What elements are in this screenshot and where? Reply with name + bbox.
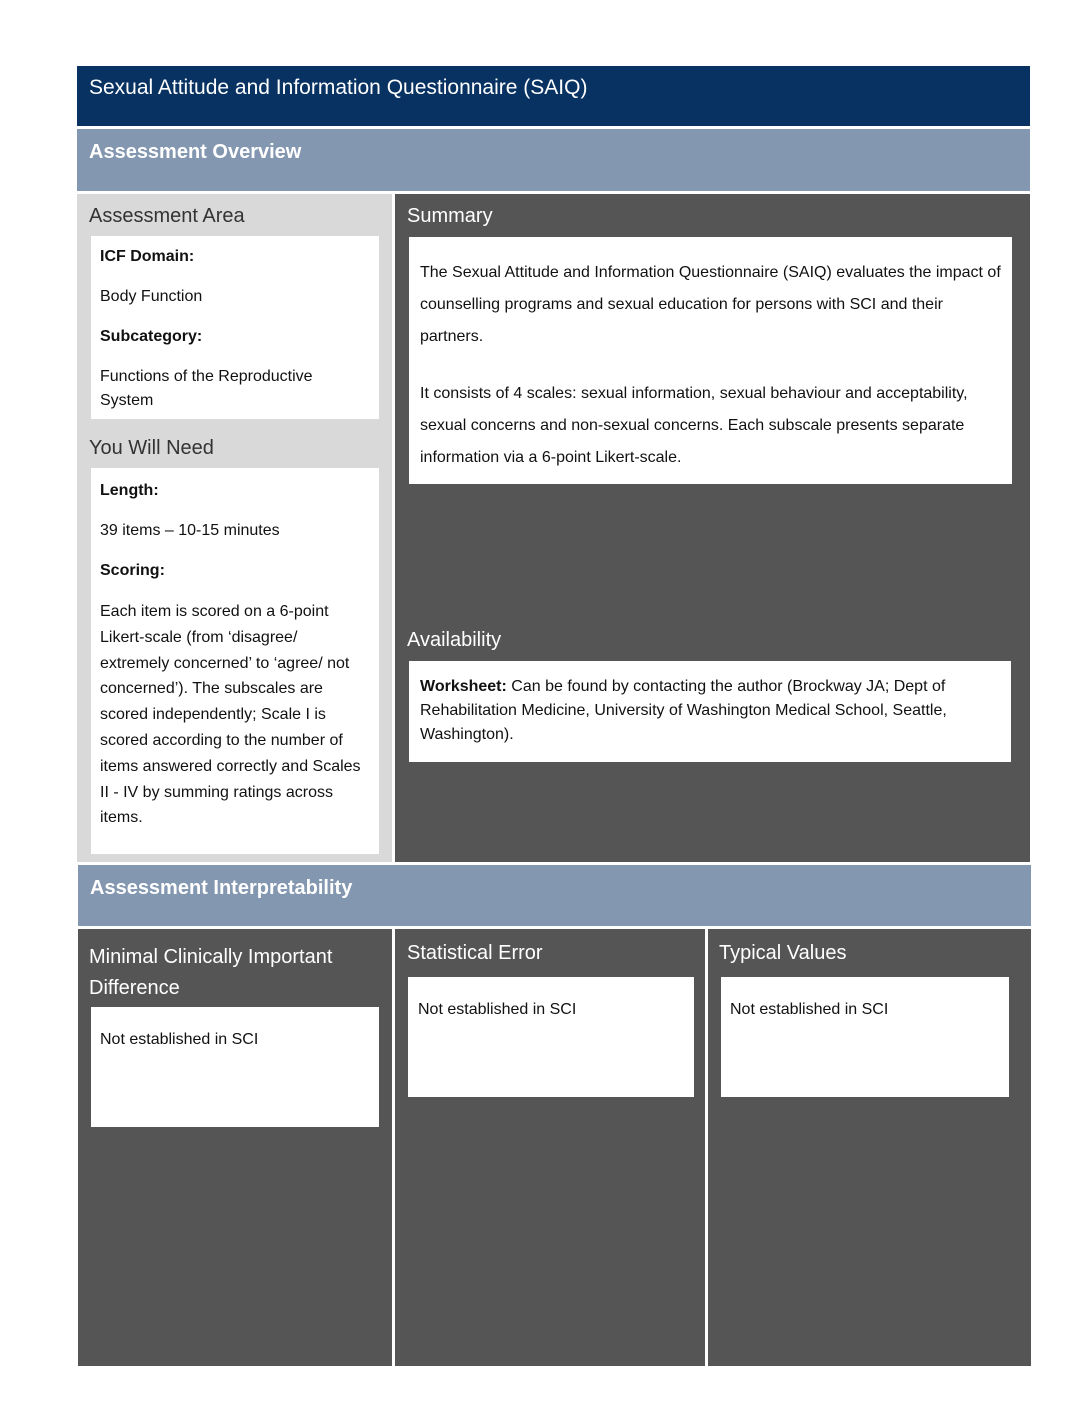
length-label: Length: bbox=[100, 482, 159, 499]
summary-paragraph-2: It consists of 4 scales: sexual information, sexual behaviour and acceptability, sexual concerns and non-sexual concerns. Each subscale presents separate information via a 6-point Likert-scale. bbox=[420, 385, 968, 466]
subcategory-label: Subcategory: bbox=[100, 328, 203, 345]
typical-values-heading: Typical Values bbox=[719, 942, 847, 964]
availability-box bbox=[409, 661, 1011, 762]
assessment-overview-header: Assessment Overview bbox=[77, 129, 1030, 191]
statistical-error-value: Not established in SCI bbox=[418, 1001, 577, 1018]
length-value: 39 items – 10-15 minutes bbox=[100, 522, 280, 539]
mcid-heading: Minimal Clinically Important Difference bbox=[89, 946, 333, 999]
subcategory-value: Functions of the Reproductive System bbox=[100, 368, 313, 409]
mcid-value: Not established in SCI bbox=[100, 1031, 259, 1048]
assessment-area-heading: Assessment Area bbox=[89, 205, 245, 227]
icf-domain-value: Body Function bbox=[100, 288, 203, 305]
assessment-interpretability-header: Assessment Interpretability bbox=[78, 865, 1031, 926]
typical-values-value: Not established in SCI bbox=[730, 1001, 889, 1018]
statistical-error-heading: Statistical Error bbox=[407, 942, 543, 964]
mcid-box bbox=[91, 1007, 379, 1127]
page-title: Sexual Attitude and Information Questionnaire (SAIQ) bbox=[77, 66, 1030, 126]
scoring-value: Each item is scored on a 6-point Likert-scale (from ‘disagree/ extremely concerned’ to ‘agree/ not concerned’). The subscales are scored independently; Scale I is scored according to the number of items answered correctly and Scales II - IV by summing ratings across items. bbox=[100, 603, 361, 827]
assessment-area-box bbox=[91, 236, 379, 419]
statistical-error-box bbox=[408, 977, 694, 1097]
summary-box bbox=[409, 237, 1012, 484]
availability-heading: Availability bbox=[407, 629, 502, 651]
worksheet-text: Can be found by contacting the author (Brockway JA; Dept of Rehabilitation Medicine, University of Washington Medical School, Seattle, Washington). bbox=[420, 678, 947, 743]
scoring-label: Scoring: bbox=[100, 562, 165, 579]
icf-domain-label: ICF Domain: bbox=[100, 248, 195, 265]
availability-text bbox=[420, 675, 1000, 747]
worksheet-label: Worksheet: bbox=[420, 678, 507, 695]
typical-values-box bbox=[721, 977, 1009, 1097]
summary-paragraph-1: The Sexual Attitude and Information Questionnaire (SAIQ) evaluates the impact of counselling programs and sexual education for persons with SCI and their partners. bbox=[420, 264, 1001, 345]
you-will-need-box bbox=[91, 468, 379, 854]
summary-heading: Summary bbox=[407, 205, 493, 227]
you-will-need-heading: You Will Need bbox=[89, 437, 214, 459]
